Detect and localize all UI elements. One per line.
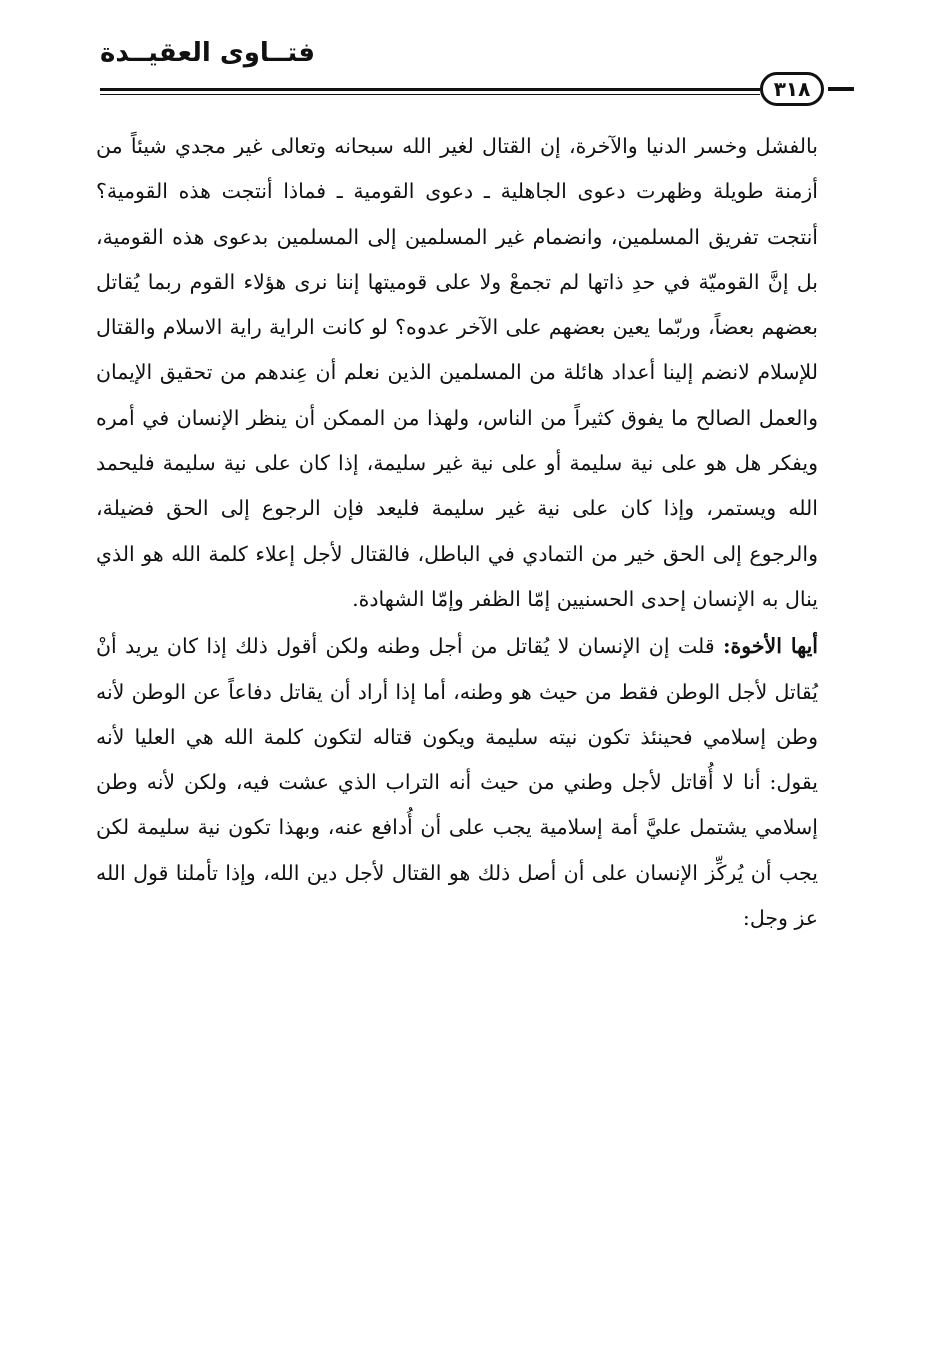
- body-text: [96, 124, 818, 941]
- paragraph-2: [96, 624, 818, 941]
- running-title: فتــاوى العقيــدة: [100, 38, 316, 68]
- paragraph-1-text: بالفشل وخسر الدنيا والآخرة، إن القتال لغير الله سبحانه وتعالى غير مجدي شيئاً من أزمنة طويلة وظهرت دعوى الجاهلية ـ دعوى القومية ـ فماذا أنتجت هذه القومية؟ أنتجت تفريق المسلمين، وانضمام غير المسلمين إلى المسلمين بدعوى هذه القومية، بل إنَّ القوميّة في حدِ ذاتها لم تجمعْ ولا على قوميتها إننا نرى هؤلاء القوم ربما يُقاتل بعضهم بعضاً، وربّما يعين بعضهم على الآخر عدوه؟ لو كانت الراية راية الاسلام والقتال للإسلام لانضم إلينا أعداد هائلة من المسلمين الذين نعلم أن عِندهم من تحقيق الإيمان والعمل الصالح ما يفوق كثيراً من الناس، ولهذا من الممكن أن ينظر الإنسان في أمره ويفكر هل هو على نية سليمة أو على نية غير سليمة، إذا كان على نية سليمة فليحمد الله ويستمر، وإذا كان على نية غير سليمة فليعد فإن الرجوع إلى الحق فضيلة، والرجوع إلى الحق خير من التمادي في الباطل، فالقتال لأجل إعلاء كلمة الله هو الذي ينال به الإنسان إحدى الحسنيين إمّا الظفر وإمّا الشهادة.: [96, 134, 818, 611]
- paragraph-1: [96, 124, 818, 622]
- page-number: ٣١٨: [760, 72, 824, 106]
- header-rule: [100, 88, 760, 95]
- paragraph-2-lead: أيها الأخوة:: [722, 634, 818, 659]
- page-number-block: [760, 72, 854, 106]
- page-number-dash: [828, 87, 854, 91]
- paragraph-2-text: قلت إن الإنسان لا يُقاتل من أجل وطنه ولكن أقول ذلك إذا كان يريد أنْ يُقاتل لأجل الوطن فقط من حيث هو وطنه، أما إذا أراد أن يقاتل دفاعاً عن الوطن لأنه وطن إسلامي فحينئذ تكون نيته سليمة ويكون قتاله لتكون كلمة الله هي العليا لأنه يقول: أنا لا أُقاتل لأجل وطني من حيث أنه التراب الذي عشت فيه، ولكن لأنه وطن إسلامي يشتمل عليَّ أمة إسلامية يجب على أن أُدافع عنه، وبهذا تكون نية سليمة لكن يجب أن يُركِّز الإنسان على أن أصل ذلك هو القتال لأجل دين الله، وإذا تأملنا قول الله عز وجل:: [96, 634, 818, 931]
